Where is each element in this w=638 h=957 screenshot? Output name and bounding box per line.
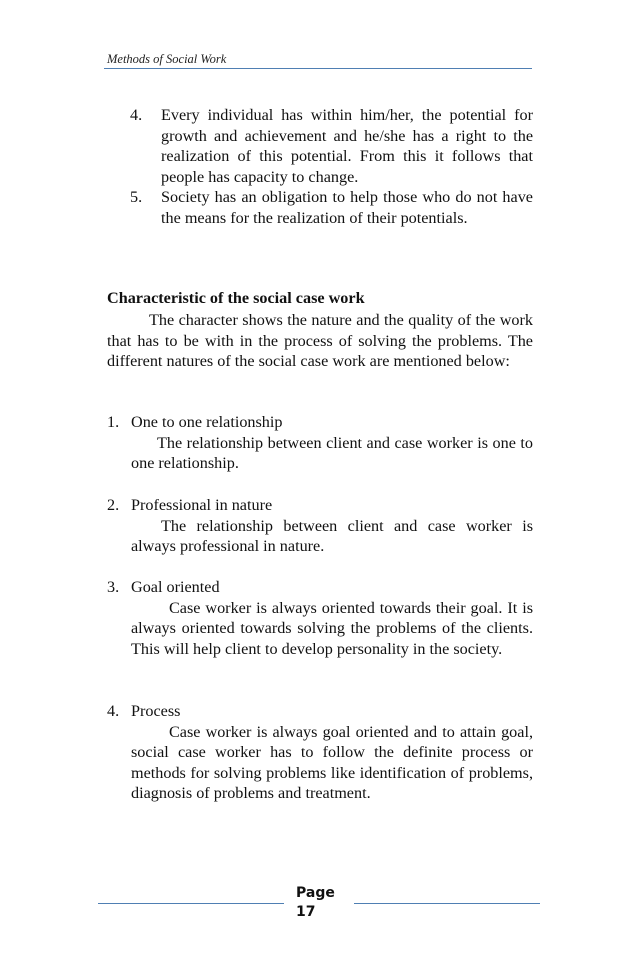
footer-rule-left	[98, 903, 284, 904]
list-item-description: The relationship between client and case worker is always professional in nature.	[131, 516, 533, 556]
list-item-number: 4.	[130, 106, 143, 124]
list-item-text: Every individual has within him/her, the potential for growth and achievement and he/she has a right to the realization of this potential. From this it follows that people has capacity to change.	[161, 106, 533, 186]
list-item	[130, 187, 533, 228]
list-item-title: One to one relationship	[131, 413, 283, 431]
list-item-number: 1.	[107, 413, 120, 431]
running-header: Methods of Social Work	[107, 52, 227, 66]
list-item-number: 4.	[107, 702, 120, 720]
list-item	[107, 412, 533, 474]
list-item	[107, 495, 533, 557]
list-item-number: 3.	[107, 578, 120, 596]
list-item	[107, 701, 533, 804]
list-item	[107, 577, 533, 659]
page-number-value: 17	[296, 904, 316, 920]
section-heading: Characteristic of the social case work	[107, 289, 365, 307]
list-item-number: 5.	[130, 188, 143, 207]
list-item-title: Professional in nature	[131, 496, 273, 514]
section-intro: The character shows the nature and the quality of the work that has to be with in the process of solving the problems. The different natures of the social case work are mentioned below:	[107, 311, 533, 371]
list-item-title: Goal oriented	[131, 578, 220, 596]
page-label: Page	[296, 885, 335, 901]
list-item-description: Case worker is always oriented towards their goal. It is always oriented towards solving the problems of the clients. This will help client to develop personality in the society.	[131, 598, 533, 658]
list-item-text: Society has an obligation to help those who do not have the means for the realization of their potentials.	[161, 188, 533, 227]
header-rule	[104, 68, 532, 69]
list-item-title: Process	[131, 702, 181, 720]
page-number	[296, 884, 335, 922]
list-item	[130, 105, 533, 187]
principles-list	[130, 105, 533, 229]
list-item-number: 2.	[107, 496, 120, 514]
list-item-description: The relationship between client and case worker is one to one relationship.	[131, 433, 533, 473]
footer-rule-right	[354, 903, 540, 904]
list-item-description: Case worker is always goal oriented and to attain goal, social case worker has to follow the definite process or methods for solving problems like identification of problems, diagnosis of problems and treatment.	[131, 722, 533, 803]
